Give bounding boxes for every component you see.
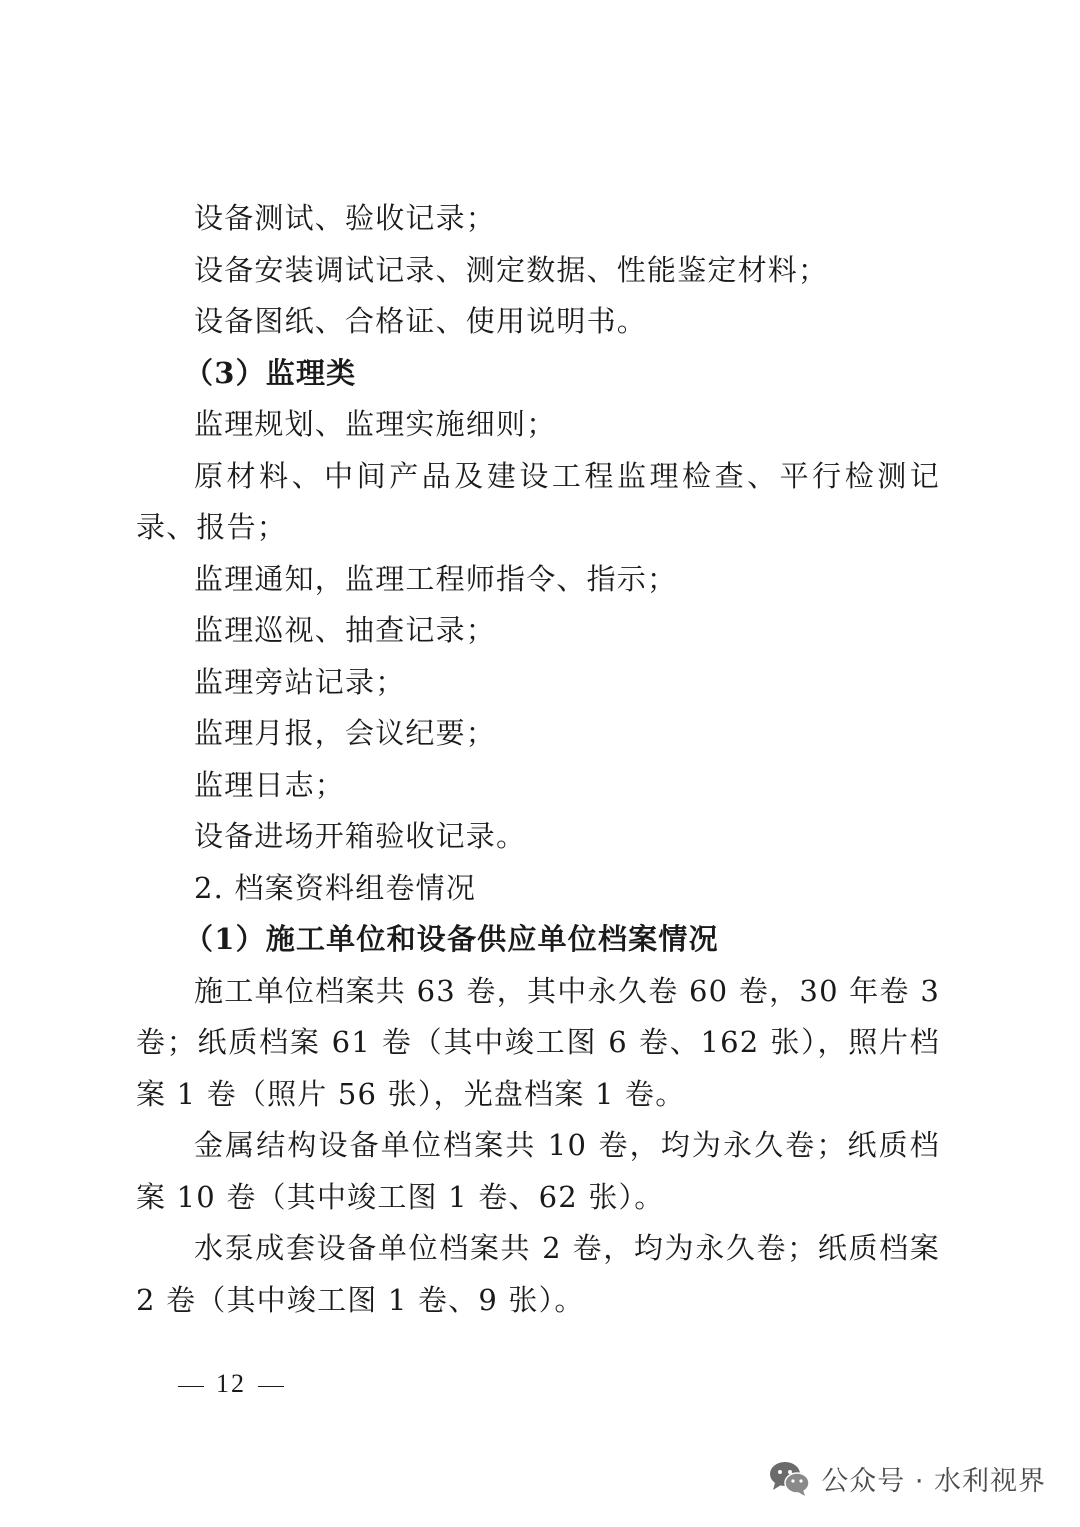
page-number-value: 12: [216, 1369, 246, 1398]
text-paragraph: 金属结构设备单位档案共 10 卷，均为永久卷；纸质档案 10 卷（其中竣工图 1 卷、62 张）。: [136, 1128, 940, 1214]
section-heading: （3）监理类: [184, 355, 357, 390]
text-line: 监理日志；: [194, 767, 346, 802]
watermark-text: 公众号 · 水利视界: [821, 1465, 1046, 1497]
text-line: 监理规划、监理实施细则；: [194, 407, 557, 441]
subsection-heading: （1）施工单位和设备供应单位档案情况: [184, 922, 719, 956]
text-line: 监理巡视、抽查记录；: [194, 613, 497, 647]
document-body: [136, 193, 940, 1326]
wechat-icon: [767, 1459, 811, 1497]
page-number-dash-left: [178, 1386, 204, 1387]
wechat-watermark: [767, 1454, 1046, 1502]
text-line: 监理月报，会议纪要；: [194, 716, 497, 750]
page-number-dash-right: [258, 1386, 284, 1387]
text-line: 设备进场开箱验收记录。: [194, 819, 527, 853]
text-line: 设备安装调试记录、测定数据、性能鉴定材料；: [194, 252, 829, 287]
numbered-heading: 2. 档案资料组卷情况: [194, 870, 477, 905]
text-line: 设备图纸、合格证、使用说明书。: [194, 304, 648, 338]
page-number: [166, 1366, 296, 1402]
text-line: 监理通知，监理工程师指令、指示；: [194, 561, 678, 596]
text-line: 监理旁站记录；: [194, 664, 406, 699]
text-paragraph: 水泵成套设备单位档案共 2 卷，均为永久卷；纸质档案 2 卷（其中竣工图 1 卷、9 张）。: [136, 1231, 940, 1317]
text-line: 设备测试、验收记录；: [194, 201, 497, 235]
text-paragraph: 施工单位档案共 63 卷，其中永久卷 60 卷，30 年卷 3 卷；纸质档案 61 卷（其中竣工图 6 卷、162 张），照片档案 1 卷（照片 56 张），光盘档案 1 卷。: [136, 973, 940, 1111]
text-paragraph: 原材料、中间产品及建设工程监理检查、平行检测记录、报告；: [136, 458, 940, 544]
